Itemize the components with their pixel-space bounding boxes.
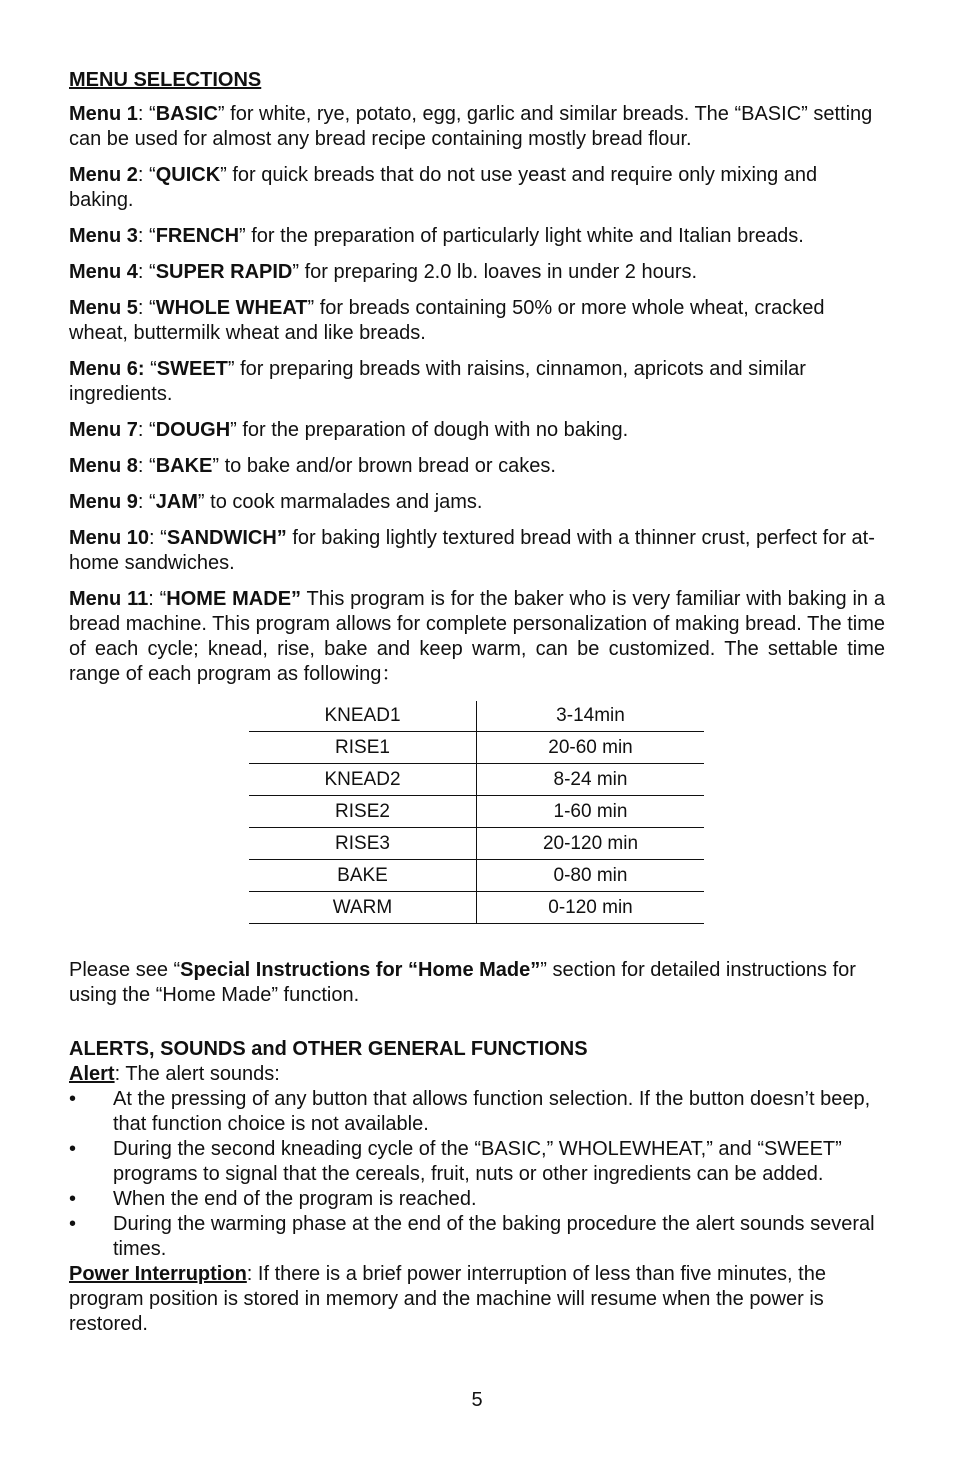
table-row [249, 764, 704, 796]
alert-label: Alert [69, 1063, 115, 1085]
menu-description: ” for preparing breads with raisins, cinnamon, apricots and similar ingredients. [69, 358, 806, 405]
menu-9-entry [69, 490, 885, 515]
menu-name: SANDWICH” [166, 527, 287, 549]
menu-sep: : “ [149, 527, 167, 549]
list-item [69, 1187, 885, 1212]
menu-name: HOME MADE” [166, 588, 302, 610]
menu-4-entry [69, 260, 885, 285]
phase-cell: KNEAD1 [249, 701, 477, 732]
menu-sep: : “ [137, 164, 156, 186]
bullet-icon: • [69, 1188, 77, 1210]
menu-sep: : “ [148, 588, 167, 610]
menu-label: Menu 1 [69, 103, 138, 125]
menu-description: ” for breads containing 50% or more whole wheat, cracked wheat, buttermilk wheat and like breads. [69, 297, 825, 344]
list-item [69, 1212, 885, 1262]
phase-cell: RISE1 [249, 732, 477, 764]
menu-label: Menu 6: [69, 358, 145, 380]
menu-name: BASIC [155, 103, 218, 125]
menu-name: FRENCH [155, 225, 240, 247]
menu-label: Menu 3 [69, 225, 138, 247]
table-row [249, 701, 704, 732]
menu-3-entry [69, 224, 885, 249]
home-made-time-table [249, 701, 704, 924]
bullet-text: During the second kneading cycle of the “BASIC,” WHOLEWHEAT,” and “SWEET” programs to signal that the cereals, fruit, nuts or other ingredients can be added. [113, 1138, 842, 1185]
table-row [249, 796, 704, 828]
menu-description: ” for quick breads that do not use yeast and require only mixing and baking. [69, 164, 818, 211]
menu-label: Menu 7 [69, 419, 138, 441]
manual-page [69, 68, 885, 1337]
bullet-text: During the warming phase at the end of the baking procedure the alert sounds several times. [113, 1213, 875, 1260]
range-cell: 3-14min [477, 701, 705, 732]
menu-sep: : “ [137, 419, 156, 441]
menu-name: JAM [155, 491, 198, 513]
range-cell: 0-120 min [477, 892, 705, 924]
power-interruption-text: : If there is a brief power interruption of less than five minutes, the program position is stored in memory and the machine will resume when the power is restored. [69, 1263, 826, 1335]
menu-5-entry [69, 296, 885, 346]
menu-description: ” to bake and/or brown bread or cakes. [212, 455, 556, 477]
menu-name: QUICK [155, 164, 221, 186]
menu-label: Menu 8 [69, 455, 138, 477]
page-number: 5 [471, 1389, 483, 1411]
phase-cell: KNEAD2 [249, 764, 477, 796]
menu-sep: : “ [137, 455, 156, 477]
menu-2-entry [69, 163, 885, 213]
menu-description: This program is for the baker who is very familiar with baking in a bread machine. This program allows for complete personalization of making bread. The time of each cycle; knead, rise, bake and keep warm, can be customized. The settable time range of each program as following： [69, 588, 886, 685]
alert-intro [69, 1062, 885, 1087]
menu-description: ” for the preparation of dough with no baking. [230, 419, 629, 441]
power-interruption-label: Power Interruption [69, 1263, 247, 1285]
phase-cell: RISE2 [249, 796, 477, 828]
special-instructions-note [69, 958, 885, 1008]
alert-intro-text: : The alert sounds: [114, 1063, 280, 1085]
menu-8-entry [69, 454, 885, 479]
menu-label: Menu 4 [69, 261, 138, 283]
alerts-heading: ALERTS, SOUNDS and OTHER GENERAL FUNCTIONS [69, 1038, 588, 1060]
menu-name: WHOLE WHEAT [155, 297, 308, 319]
menu-10-entry [69, 526, 885, 576]
menu-name: BAKE [155, 455, 213, 477]
range-cell: 1-60 min [477, 796, 705, 828]
phase-cell: BAKE [249, 860, 477, 892]
menu-description: ” to cook marmalades and jams. [197, 491, 483, 513]
menu-11-entry [69, 587, 885, 687]
menu-label: Menu 11 [69, 588, 149, 610]
menu-name: SWEET [156, 358, 228, 380]
bullet-icon: • [69, 1088, 77, 1110]
menu-label: Menu 2 [69, 164, 138, 186]
alert-bullet-list [69, 1087, 885, 1262]
menu-name: SUPER RAPID [155, 261, 293, 283]
menu-description: ” for white, rye, potato, egg, garlic and similar breads. The “BASIC” setting can be used for almost any bread recipe containing mostly bread flour. [69, 103, 873, 150]
table-row [249, 860, 704, 892]
menu-selections-heading: MENU SELECTIONS [69, 69, 262, 91]
table-row [249, 732, 704, 764]
note-text: Please see “ [69, 959, 181, 981]
power-interruption-paragraph [69, 1262, 885, 1337]
bullet-text: At the pressing of any button that allows function selection. If the button doesn’t beep, that function choice is not available. [113, 1088, 871, 1135]
bullet-icon: • [69, 1213, 77, 1235]
table-row [249, 828, 704, 860]
menu-label: Menu 10 [69, 527, 150, 549]
menu-sep: : “ [137, 297, 156, 319]
menu-sep: : “ [137, 103, 156, 125]
phase-cell: RISE3 [249, 828, 477, 860]
menu-sep: : “ [137, 225, 156, 247]
menu-description: ” for the preparation of particularly light white and Italian breads. [239, 225, 804, 247]
table-row [249, 892, 704, 924]
range-cell: 8-24 min [477, 764, 705, 796]
menu-1-entry [69, 102, 885, 152]
menu-label: Menu 5 [69, 297, 138, 319]
menu-description: ” for preparing 2.0 lb. loaves in under 2 hours. [292, 261, 698, 283]
list-item [69, 1137, 885, 1187]
range-cell: 0-80 min [477, 860, 705, 892]
note-text: ” section for detailed instructions for using the “Home Made” function. [69, 959, 856, 1006]
menu-description: for baking lightly textured bread with a thinner crust, perfect for at-home sandwiches. [69, 527, 875, 574]
range-cell: 20-60 min [477, 732, 705, 764]
bullet-text: When the end of the program is reached. [113, 1188, 477, 1210]
menu-sep: “ [144, 358, 157, 380]
menu-label: Menu 9 [69, 491, 138, 513]
note-bold-text: Special Instructions for “Home Made” [180, 959, 541, 981]
menu-name: DOUGH [155, 419, 231, 441]
menu-sep: : “ [137, 491, 156, 513]
range-cell: 20-120 min [477, 828, 705, 860]
list-item [69, 1087, 885, 1137]
phase-cell: WARM [249, 892, 477, 924]
menu-6-entry [69, 357, 885, 407]
menu-sep: : “ [137, 261, 156, 283]
bullet-icon: • [69, 1138, 77, 1160]
menu-7-entry [69, 418, 885, 443]
